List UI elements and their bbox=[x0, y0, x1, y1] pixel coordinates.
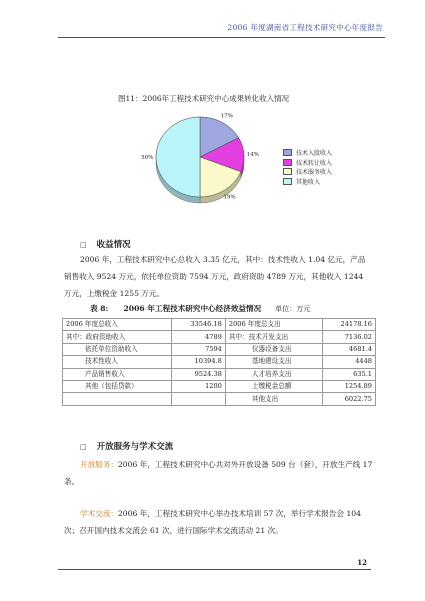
economic-benefit-table bbox=[62, 318, 376, 406]
legend-label: 技术转让收入 bbox=[296, 159, 333, 167]
legend-swatch bbox=[283, 149, 292, 156]
table-cell: 其他（包括贷款） bbox=[63, 380, 172, 392]
legend-item bbox=[283, 158, 332, 168]
section-heading-open-service bbox=[80, 440, 173, 452]
table-cell: 33546.18 bbox=[172, 319, 225, 331]
table-cell bbox=[172, 393, 225, 405]
footer-divider bbox=[58, 569, 371, 570]
table-cell: 24178.16 bbox=[322, 319, 375, 331]
table-cell: 人才培养支出 bbox=[225, 368, 322, 380]
open-service-lead: 开放服务： bbox=[80, 460, 118, 469]
academic-exchange-text: 2006 年，工程技术研究中心举办技术培训 57 次，举行学术报告会 104 次；召开国内技术交流会 61 次，进行国际学术交流活动 21 次。 bbox=[64, 509, 361, 535]
table-unit: 单位：万元 bbox=[275, 305, 311, 313]
table-cell: 技术性收入 bbox=[63, 356, 172, 368]
table-row bbox=[63, 380, 376, 392]
table-cell: 1200 bbox=[172, 380, 225, 392]
section-title: 开放服务与学术交流 bbox=[96, 442, 174, 452]
legend-item bbox=[283, 177, 332, 187]
table-row bbox=[63, 343, 376, 355]
bullet-icon: □ bbox=[80, 241, 87, 249]
pie-slice-label: 17% bbox=[220, 113, 233, 120]
legend-label: 技术入股收入 bbox=[296, 150, 333, 158]
header-title: 2006 年度湖南省工程技术研究中心年度报告 bbox=[227, 23, 383, 32]
section-title: 收益情况 bbox=[96, 240, 131, 250]
pie-slice bbox=[156, 117, 200, 197]
table-title: 表 8: 2006 年工程技术研究中心经济效益情况 bbox=[90, 304, 262, 313]
pie-slice-label: 19% bbox=[223, 194, 236, 201]
table-cell: 2006 年度总支出 bbox=[225, 319, 322, 331]
table-cell: 上缴税金总额 bbox=[225, 380, 322, 392]
table-row bbox=[63, 331, 376, 343]
bullet-icon: □ bbox=[80, 443, 87, 451]
table-cell: 7594 bbox=[172, 343, 225, 355]
table-cell: 635.1 bbox=[322, 368, 375, 380]
income-paragraph: 2006 年，工程技术研究中心总收入 3.35 亿元，其中：技术性收入 1.04 亿元，产品销售收入 9524 万元，依托单位资助 7594 万元，政府资助 4789 万元，其他收入 1244 万元，上缴税金 1255 万元。 bbox=[64, 255, 366, 298]
section-heading-income bbox=[80, 238, 131, 250]
legend-swatch bbox=[283, 168, 292, 175]
header-divider bbox=[58, 37, 385, 38]
table-cell: 6022.75 bbox=[322, 393, 375, 405]
table-cell: 4789 bbox=[172, 331, 225, 343]
legend-label: 其他收入 bbox=[296, 178, 321, 186]
table-row bbox=[63, 319, 376, 331]
table-cell: 其他支出 bbox=[225, 393, 322, 405]
open-service-text: 2006 年，工程技术研究中心共对外开放设备 509 台（套），开放生产线 17 条。 bbox=[64, 460, 373, 486]
pie-chart bbox=[130, 105, 270, 215]
legend-label: 技术服务收入 bbox=[296, 169, 333, 177]
table-cell: 10394.8 bbox=[172, 356, 225, 368]
figure-caption: 图11：2006年工程技术研究中心成果转化收入情况 bbox=[118, 94, 290, 103]
table-row bbox=[63, 356, 376, 368]
table-cell: 仪器设备支出 bbox=[225, 343, 322, 355]
page-number: 12 bbox=[357, 558, 367, 567]
academic-exchange-lead: 学术交流： bbox=[80, 509, 118, 518]
table-row bbox=[63, 393, 376, 405]
table-row bbox=[63, 368, 376, 380]
table-cell: 1254.89 bbox=[322, 380, 375, 392]
legend-swatch bbox=[283, 178, 292, 185]
table-cell: 2006 年度总收入 bbox=[63, 319, 172, 331]
table-cell: 其中：政府资助收入 bbox=[63, 331, 172, 343]
table-cell: 7136.02 bbox=[322, 331, 375, 343]
legend-swatch bbox=[283, 159, 292, 166]
pie-slice-label: 50% bbox=[141, 155, 154, 161]
table-cell: 4448 bbox=[322, 356, 375, 368]
legend-item bbox=[283, 167, 332, 177]
table-cell bbox=[63, 393, 172, 405]
table-caption bbox=[90, 303, 310, 314]
table-cell: 依托单位资助收入 bbox=[63, 343, 172, 355]
table-cell: 4681.4 bbox=[322, 343, 375, 355]
pie-slice-label: 14% bbox=[246, 151, 259, 158]
table-cell: 其中：技术开发支出 bbox=[225, 331, 322, 343]
table-cell: 产品销售收入 bbox=[63, 368, 172, 380]
academic-exchange-paragraph bbox=[64, 505, 373, 539]
table-cell: 9524.38 bbox=[172, 368, 225, 380]
chart-legend bbox=[283, 148, 332, 186]
open-service-paragraph bbox=[64, 456, 373, 490]
legend-item bbox=[283, 148, 332, 158]
table-cell: 基地建设支出 bbox=[225, 356, 322, 368]
